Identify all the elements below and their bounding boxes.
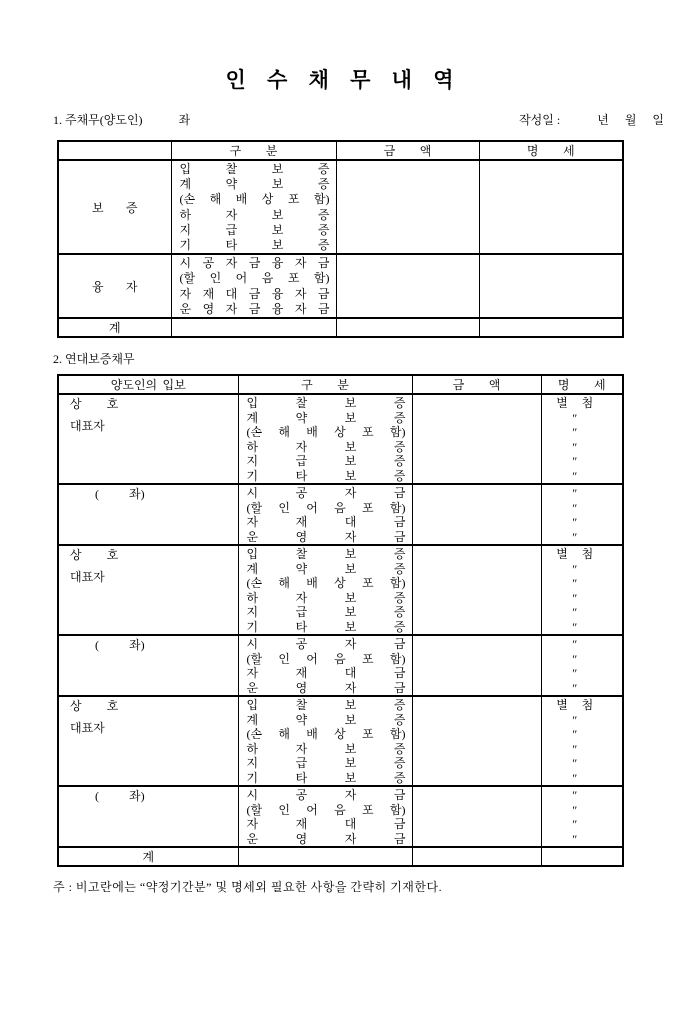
date-label: 작성일 : [519, 113, 561, 127]
text-line: 대표자 [70, 720, 105, 735]
loan-detail-cell [479, 254, 623, 318]
text-line: 입 찰 보 증 [246, 547, 406, 562]
text-line: ″ [572, 637, 578, 652]
text-line: 지 급 보 증 [246, 756, 406, 771]
block2-guarantee-row [58, 545, 623, 635]
table2-total-detail-cell [541, 847, 623, 866]
text-line: (할 인 어 음 포 함) [246, 651, 406, 666]
block3-loan-row [58, 786, 623, 847]
text-line: ( 좌) [95, 638, 145, 653]
text-line: 시 공 자 금 융 자 금 [179, 256, 330, 271]
block1-loan-amount-cell [412, 484, 541, 545]
text-line: ″ [572, 590, 578, 605]
guarantee-label-cell: 보 증 [58, 160, 171, 254]
text-line: ″ [572, 651, 578, 666]
text-line: 기 타 보 증 [179, 238, 330, 253]
text-line: 계 약 보 증 [179, 177, 330, 192]
table1-header-details: 명 세 [479, 141, 623, 160]
section1-label: 1. 주채무(양도인) [53, 113, 143, 127]
block1-obligor-cell [58, 394, 238, 484]
loan-category-cell [171, 254, 336, 318]
text-line: 대표자 [70, 569, 105, 584]
table1-guarantee-row [58, 160, 623, 254]
block2-loan-category-cell [238, 635, 412, 696]
main-debt-table-wrap [53, 140, 680, 338]
text-line: (손 해 배 상 포 함) [246, 576, 406, 591]
text-line: 지 급 보 증 [179, 222, 330, 237]
text-line: 시 공 자 금 [246, 788, 406, 803]
text-line: ″ [572, 410, 578, 425]
text-line: ″ [572, 439, 578, 454]
text-line: 별 첨 [556, 698, 594, 713]
text-line: ″ [572, 500, 578, 515]
guarantee-amount-cell [336, 160, 479, 254]
table1-total-amount-cell [336, 318, 479, 337]
text-line: ″ [572, 576, 578, 591]
block2-loan-row [58, 635, 623, 696]
text-line: 상 호 [70, 397, 119, 412]
text-line: ″ [572, 529, 578, 544]
text-line: 지 급 보 증 [246, 605, 406, 620]
text-line: 기 타 보 증 [246, 619, 406, 634]
text-line: 지 급 보 증 [246, 454, 406, 469]
table2-header-category: 구 분 [238, 375, 412, 394]
text-line: ( 좌) [95, 789, 145, 804]
text-line: (손 해 배 상 포 함) [246, 727, 406, 742]
text-line: (손 해 배 상 포 함) [246, 425, 406, 440]
table2-total-category-cell [238, 847, 412, 866]
created-date-group [519, 111, 664, 128]
joint-guarantee-table-wrap [53, 374, 680, 867]
text-line: (손 해 배 상 포 함) [179, 192, 330, 207]
table2-total-amount-cell [412, 847, 541, 866]
text-line: ″ [572, 817, 578, 832]
document-page [0, 64, 680, 895]
text-line: 하 자 보 증 [246, 590, 406, 605]
block3-guarantee-detail-cell [541, 696, 623, 786]
text-line: 계 약 보 증 [246, 712, 406, 727]
table2-header-details: 명 세 [541, 375, 623, 394]
text-line: 운 영 자 금 [246, 529, 406, 544]
table1-total-label-cell: 계 [58, 318, 171, 337]
text-line: 대표자 [70, 418, 105, 433]
text-line: 기 타 보 증 [246, 468, 406, 483]
table1-total-category-cell [171, 318, 336, 337]
year-label: 년 [597, 113, 609, 127]
table1-loan-row [58, 254, 623, 318]
guarantee-category-cell [171, 160, 336, 254]
block1-loan-detail-cell [541, 484, 623, 545]
block1-loan-category-cell [238, 484, 412, 545]
page-title: 인 수 채 무 내 역 [225, 68, 455, 92]
text-line: 입 찰 보 증 [246, 698, 406, 713]
block2-guarantee-detail-cell [541, 545, 623, 635]
section2-label: 2. 연대보증채무 [53, 352, 135, 367]
text-line: 운 영 자 금 [246, 831, 406, 846]
text-line: 자 재 대 금 [246, 666, 406, 681]
text-line: ″ [572, 486, 578, 501]
block1-account-cell [58, 484, 238, 545]
text-line: 입 찰 보 증 [179, 162, 330, 176]
account-label: 좌 [178, 113, 191, 127]
text-line: 계 약 보 증 [246, 561, 406, 576]
text-line: ″ [572, 727, 578, 742]
table1-header-amount: 금 액 [336, 141, 479, 160]
text-line: ″ [572, 831, 578, 846]
text-line: 시 공 자 금 [246, 486, 406, 501]
guarantee-detail-cell [479, 160, 623, 254]
block1-guarantee-row [58, 394, 623, 484]
block1-guarantee-detail-cell [541, 394, 623, 484]
text-line: ″ [572, 666, 578, 681]
block2-loan-detail-cell [541, 635, 623, 696]
table1-header-blank [58, 141, 171, 160]
block2-loan-amount-cell [412, 635, 541, 696]
footnote: 주 : 비고란에는 “약정기간분” 및 명세외 필요한 사항을 간략히 기재한다. [53, 880, 443, 895]
block1-guarantee-amount-cell [412, 394, 541, 484]
text-line: 계 약 보 증 [246, 410, 406, 425]
text-line: ″ [572, 619, 578, 634]
table2-header-obligor: 양도인의 입보 [58, 375, 238, 394]
block1-loan-row [58, 484, 623, 545]
text-line: ″ [572, 515, 578, 530]
loan-label-cell: 융 자 [58, 254, 171, 318]
text-line: ″ [572, 605, 578, 620]
joint-guarantee-table [57, 374, 624, 867]
section1-meta-row [53, 111, 680, 128]
block3-guarantee-row [58, 696, 623, 786]
block3-guarantee-amount-cell [412, 696, 541, 786]
text-line: 별 첨 [556, 547, 594, 562]
block3-loan-category-cell [238, 786, 412, 847]
block3-loan-detail-cell [541, 786, 623, 847]
block2-guarantee-amount-cell [412, 545, 541, 635]
table1-total-row [58, 318, 623, 337]
text-line: ″ [572, 454, 578, 469]
table2-total-row [58, 847, 623, 866]
text-line: 자 재 대 금 융 자 금 [179, 286, 330, 301]
table2-header-amount: 금 액 [412, 375, 541, 394]
text-line: 기 타 보 증 [246, 770, 406, 785]
text-line: (할 인 어 음 포 함) [246, 802, 406, 817]
text-line: 상 호 [70, 699, 119, 714]
text-line: 자 재 대 금 [246, 515, 406, 530]
month-label: 월 [624, 113, 637, 127]
table1-total-detail-cell [479, 318, 623, 337]
text-line: (할 인 어 음 포 함) [246, 500, 406, 515]
block3-account-cell [58, 786, 238, 847]
text-line: ″ [572, 788, 578, 803]
text-line: 운 영 자 금 [246, 680, 406, 695]
block3-guarantee-category-cell [238, 696, 412, 786]
text-line: ″ [572, 425, 578, 440]
text-line: 자 재 대 금 [246, 817, 406, 832]
text-line: 운 영 자 금 융 자 금 [179, 301, 330, 316]
text-line: 하 자 보 증 [179, 207, 330, 222]
block2-obligor-cell [58, 545, 238, 635]
block2-guarantee-category-cell [238, 545, 412, 635]
main-debt-table [57, 140, 624, 338]
table2-total-label-cell: 계 [58, 847, 238, 866]
text-line: ( 좌) [95, 487, 145, 502]
text-line: ″ [572, 770, 578, 785]
block3-loan-amount-cell [412, 786, 541, 847]
text-line: 하 자 보 증 [246, 741, 406, 756]
text-line: ″ [572, 561, 578, 576]
block2-account-cell [58, 635, 238, 696]
table1-header-row [58, 141, 623, 160]
text-line: (할 인 어 음 포 함) [179, 271, 330, 286]
text-line: ″ [572, 680, 578, 695]
text-line: 별 첨 [556, 396, 594, 411]
text-line: ″ [572, 802, 578, 817]
table1-header-category: 구 분 [171, 141, 336, 160]
text-line: ″ [572, 741, 578, 756]
text-line: ″ [572, 756, 578, 771]
day-label: 일 [652, 113, 664, 127]
text-line: ″ [572, 712, 578, 727]
text-line: ″ [572, 468, 578, 483]
text-line: 입 찰 보 증 [246, 396, 406, 411]
text-line: 시 공 자 금 [246, 637, 406, 652]
text-line: 상 호 [70, 548, 119, 563]
block1-guarantee-category-cell [238, 394, 412, 484]
table2-header-row [58, 375, 623, 394]
block3-obligor-cell [58, 696, 238, 786]
loan-amount-cell [336, 254, 479, 318]
text-line: 하 자 보 증 [246, 439, 406, 454]
